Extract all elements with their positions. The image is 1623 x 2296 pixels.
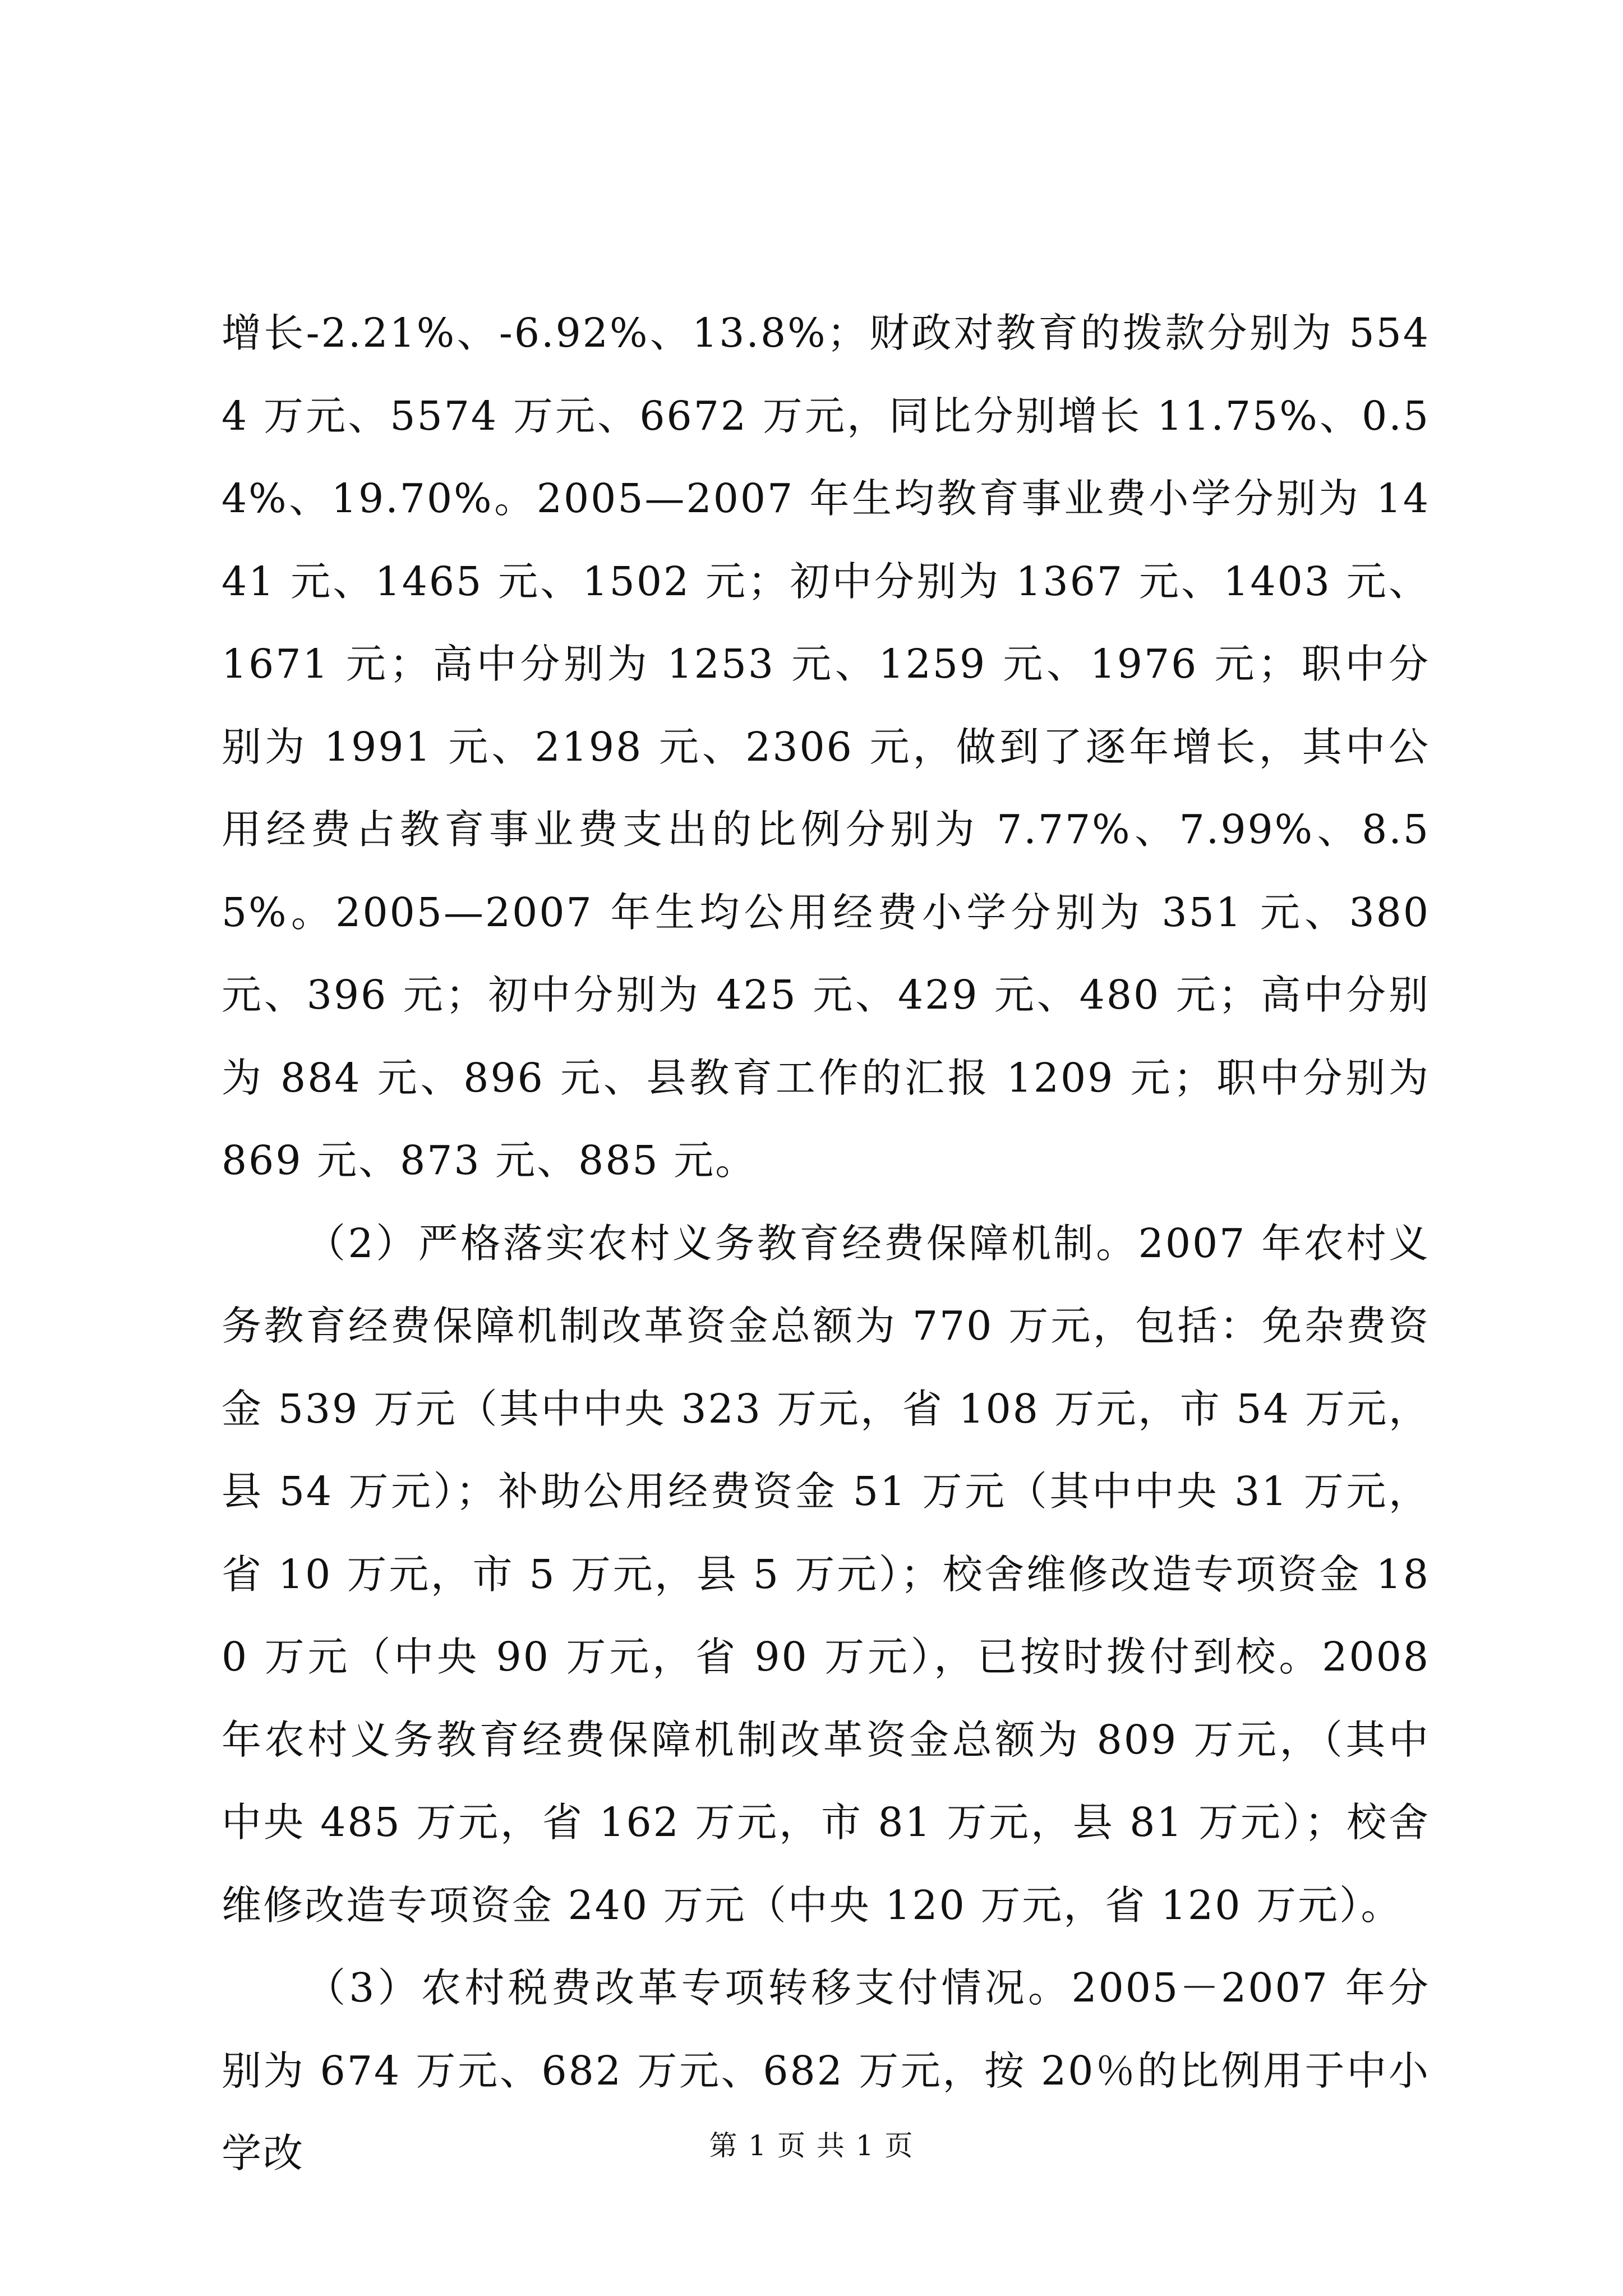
document-body <box>222 292 1430 2195</box>
page-footer: 第 1 页 共 1 页 <box>709 2129 914 2162</box>
paragraph-tax-reform-transfer: （3）农村税费改革专项转移支付情况。2005－2007 年分别为 674 万元、682 万元、682 万元，按 20％的比例用于中小学改 <box>222 1964 1430 2177</box>
paragraph-rural-compulsory-education: （2）严格落实农村义务教育经费保障机制。2007 年农村义务教育经费保障机制改革资金总额为 770 万元，包括：免杂费资金 539 万元（其中中央 323 万元，省 108 万元，市 54 万元，县 54 万元）；补助公用经费资金 51 万元（其中中央 31 万元，省 10 万元，市 5 万元，县 5 万元）；校舍维修改造专项资金 180 万元（中央 90 万元，省 90 万元），已按时拨付到校。2008 年农村义务教育经费保障机制改革资金总额为 809 万元，（其中中央 485 万元，省 162 万元，市 81 万元，县 81 万元）；校舍维修改造专项资金 240 万元（中央 120 万元，省 120 万元）。 <box>222 1220 1430 1929</box>
paragraph-funding-growth: 增长-2.21%、-6.92%、13.8%；财政对教育的拨款分别为 5544 万元、5574 万元、6672 万元，同比分别增长 11.75%、0.54%、19.70%。2005—2007 年生均教育事业费小学分别为 1441 元、1465 元、1502 元；初中分别为 1367 元、1403 元、1671 元；高中分别为 1253 元、1259 元、1976 元；职中分别为 1991 元、2198 元、2306 元，做到了逐年增长，其中公用经费占教育事业费支出的比例分别为 7.77%、7.99%、8.55%。2005—2007 年生均公用经费小学分别为 351 元、380 元、396 元；初中分别为 425 元、429 元、480 元；高中分别为 884 元、896 元、县教育工作的汇报 1209 元；职中分别为 869 元、873 元、885 元。 <box>222 310 1430 1184</box>
